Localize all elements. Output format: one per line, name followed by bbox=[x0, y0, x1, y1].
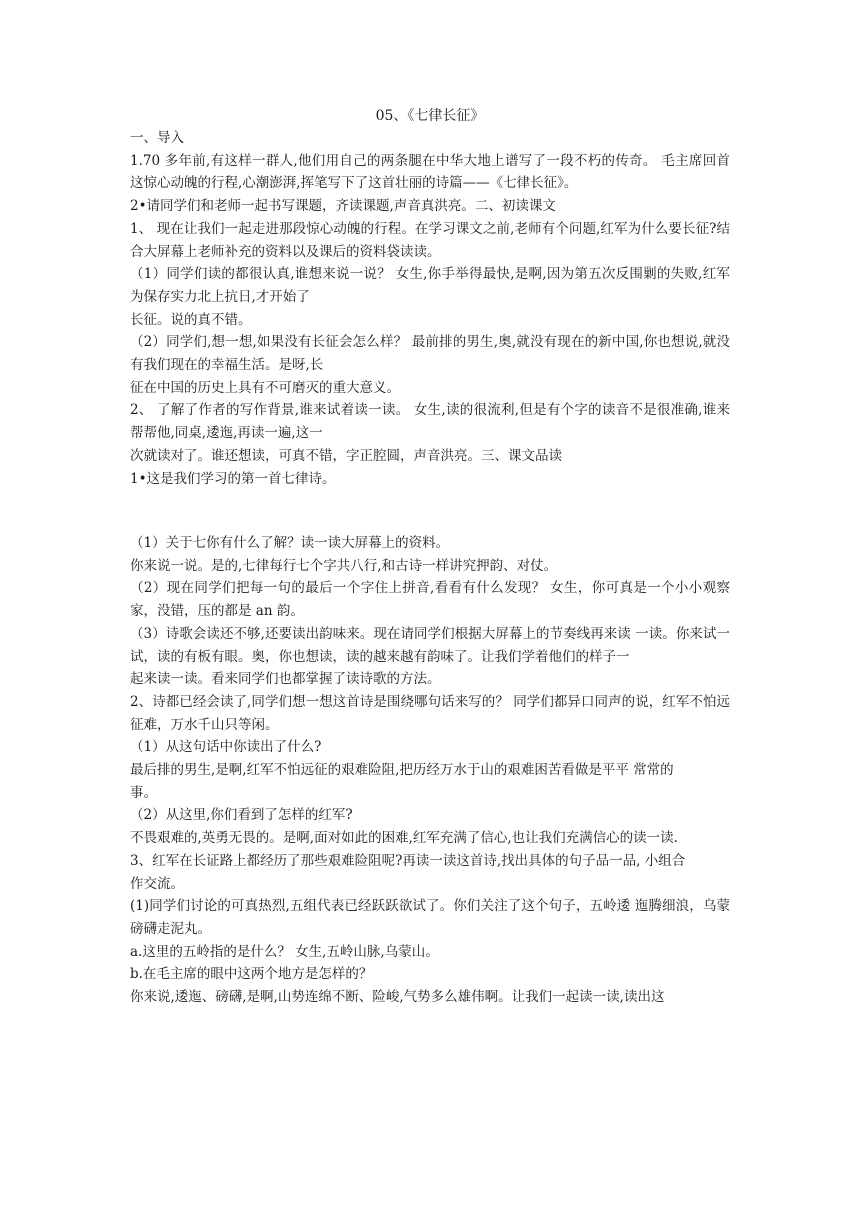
paragraph: 2、 了解了作者的写作背景,谁来试着读一读。 女生,读的很流利,但是有个字的读音不是很准确,谁来帮帮他,同桌,逶迤,再读一遍,这一 bbox=[130, 402, 730, 442]
paragraph: （2）同学们,想一想,如果没有长征会怎么样？ 最前排的男生,奥,就没有现在的新中国,你也想说,就没有我们现在的幸福生活。是呀,长 bbox=[130, 334, 730, 374]
paragraph: （3）诗歌会读还不够,还要读出韵味来。现在请同学们根据大屏幕上的节奏线再来读 一读。你来试一试，读的有板有眼。奥，你也想读，读的越来越有韵味了。让我们学着他们的样子一 bbox=[130, 625, 730, 665]
paragraph: 你来说一说。是的,七律每行七个字共八行,和古诗一样讲究押韵、对仗。 bbox=[130, 557, 558, 574]
section-reading bbox=[130, 532, 730, 1009]
paragraph: （2）从这里,你们看到了怎样的红军? bbox=[130, 807, 353, 824]
paragraph: 事。 bbox=[130, 784, 157, 801]
paragraph: 征在中国的历史上具有不可磨灭的重大意义。 bbox=[130, 379, 400, 396]
page-title: 05、《七律长征》 bbox=[375, 108, 485, 124]
paragraph: 一、导入 bbox=[130, 130, 184, 146]
paragraph: （1）同学们读的都很认真,谁想来说一说？ 女生,你手举得最快,是啊,因为第五次反围剿的失败,红军为保存实力北上抗日,才开始了 bbox=[130, 266, 730, 305]
paragraph: b.在毛主席的眼中这两个地方是怎样的？ bbox=[130, 966, 373, 983]
paragraph: 长征。说的真不错。 bbox=[130, 311, 252, 328]
paragraph: 不畏艰难的,英勇无畏的。是啊,面对如此的困难,红军充满了信心,也让我们充满信心的读一读. bbox=[130, 830, 678, 847]
paragraph: （2）现在同学们把每一句的最后一个字住上拼音,看看有什么发现？ 女生，你可真是一个小小观察家，没错，压的都是 an 韵。 bbox=[130, 580, 730, 620]
paragraph: 1•这是我们学习的第一首七律诗。 bbox=[130, 470, 336, 487]
paragraph: (1)同学们讨论的可真热烈,五组代表已经跃跃欲试了。你们关注了这个句子，五岭逶 迤腾细浪，乌蒙磅礴走泥丸。 bbox=[130, 898, 730, 937]
paragraph: 1.70 多年前,有这样一群人,他们用自己的两条腿在中华大地上谱写了一段不朽的传奇。 毛主席回首这惊心动魄的行程,心潮澎湃,挥笔写下了这首壮丽的诗篇——《七律长征》。 bbox=[130, 152, 730, 192]
paragraph: 2•请同学们和老师一起书写课题，齐读课题,声音真洪亮。二、初读课文 bbox=[130, 198, 556, 215]
paragraph: 次就读对了。谁还想读，可真不错，字正腔圆，声音洪亮。三、课文品读 bbox=[130, 447, 562, 464]
paragraph: 3、红军在长证路上都经历了那些艰难险阻呢?再读一读这首诗,找出具体的句子品一品, 小组合 bbox=[130, 852, 686, 869]
paragraph: 2、诗都已经会读了,同学们想一想这首诗是围绕哪句话来写的？ 同学们都异口同声的说，红军不怕远征难，万水千山只等闲。 bbox=[130, 693, 730, 733]
paragraph: （1）关于七你有什么了解？读一读大屏幕上的资料。 bbox=[130, 535, 450, 551]
paragraph: 最后排的男生,是啊,红军不怕远征的艰难险阻,把历经万水于山的艰难困苦看做是平平 常常的 bbox=[130, 762, 674, 779]
section-intro bbox=[130, 127, 730, 490]
paragraph: 作交流。 bbox=[130, 875, 184, 892]
paragraph: 你来说,逶迤、磅礴,是啊,山势连绵不断、险峻,气势多么雄伟啊。让我们一起读一读,读出这 bbox=[130, 989, 665, 1006]
paragraph: （1）从这句话中你读出了什么? bbox=[130, 739, 322, 756]
paragraph: 起来读一读。看来同学们也都掌握了读诗歌的方法。 bbox=[130, 671, 441, 688]
paragraph: 1、 现在让我们一起走进那段惊心动魄的行程。在学习课文之前,老师有个问题,红军为什么要长征?结合大屏幕上老师补充的资料以及课后的资料袋读读。 bbox=[130, 220, 730, 260]
paragraph: a.这里的五岭指的是什么？ 女生,五岭山脉,乌蒙山。 bbox=[130, 943, 439, 960]
